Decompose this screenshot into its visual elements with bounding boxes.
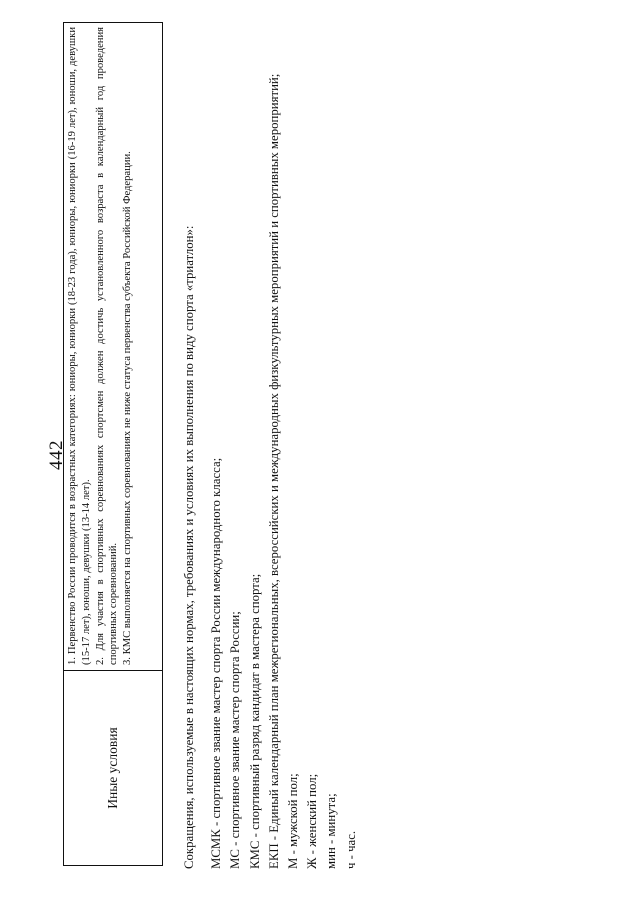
abbreviations-section	[180, 17, 361, 869]
condition-item: 2. Для участия в спортивных соревнованиях спортсмен должен достичь установленного возраста в календарный год проведения спортивных соревнований.	[94, 27, 120, 665]
conditions-table	[63, 22, 163, 866]
abbreviation-item: МС - спортивное звание мастер спорта России;	[228, 611, 243, 869]
table-label-cell	[64, 670, 162, 865]
condition-item: 3. КМС выполняется на спортивных соревнованиях не ниже статуса первенства субъекта Российской Федерации.	[122, 151, 134, 665]
abbreviation-item: МСМК - спортивное звание мастер спорта России международного класса;	[209, 457, 224, 869]
page-number: 442	[46, 440, 67, 470]
table-conditions-cell	[64, 23, 162, 670]
table-label: Иные условия	[105, 727, 120, 809]
abbreviation-item: М - мужской пол;	[286, 773, 301, 869]
abbreviations-intro: Сокращения, используемые в настоящих нормах, требованиях и условиях их выполнения по виду спорта «триатлон»:	[182, 225, 196, 869]
abbreviation-item: ЕКП - Единый календарный план межрегиональных, всероссийских и международных физкультурных мероприятий и спортивных мероприятий;	[266, 73, 281, 869]
abbreviation-item: КМС - спортивный разряд кандидат в мастера спорта;	[247, 573, 262, 869]
abbreviation-item: Ж - женский пол;	[305, 773, 320, 869]
condition-item: 1. Первенство России проводится в возрастных категориях: юниоры, юниорки (18-23 года), юниоры, юниорки (16-19 лет), юноши, девушки (15-17 лет), юноши, девушки (13-14 лет).	[67, 27, 92, 665]
abbreviation-item: мин - минута;	[324, 793, 339, 869]
abbreviation-item: ч - час.	[343, 830, 358, 869]
